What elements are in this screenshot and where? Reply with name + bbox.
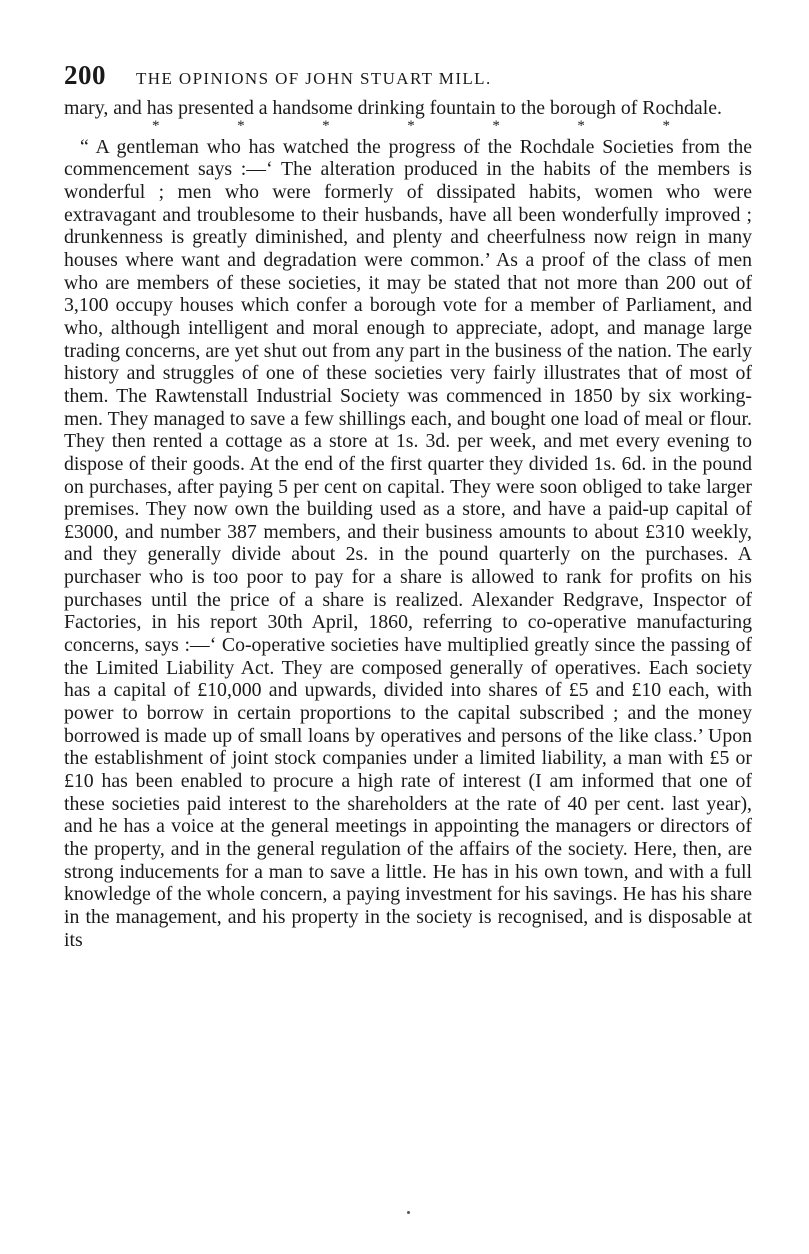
continued-paragraph: mary, and has presented a handsome drinking fountain to the borough of Rochdale.: [64, 97, 722, 119]
paragraph: “ A gentleman who has watched the progress of the Rochdale Societies from the commencement says :—‘ The alteration produced in the habits of the members is wonderful ; men who were formerly of dissipated habits, women who were extravagant and troublesome to their husbands, have all been wonderfully improved ; drunkenness is greatly diminished, and plenty and cheerfulness now reign in many houses where want and degradation were common.’ As a proof of the class of men who are members of these societies, it may be stated that not more than 200 out of 3,100 occupy houses which confer a borough vote for a member of Parliament, and who, although intelligent and moral enough to appreciate, adopt, and manage large trading concerns, are yet shut out from any part in the business of the nation. The early history and struggles of one of these societies very fairly illustrates that of most of them. The Rawtenstall Industrial Society was commenced in 1850 by six working-men. They managed to save a few shillings each, and bought one load of meal or flour. They then rented a cottage as a store at 1s. 3d. per week, and met every evening to dispose of their goods. At the end of the first quarter they divided 1s. 6d. in the pound on purchases, after paying 5 per cent on capital. They were soon obliged to take larger premises. They now own the building used as a store, and have a paid-up capital of £3000, and number 387 members, and their business amounts to about £310 weekly, and they generally divide about 2s. in the pound quarterly on the purchases. A purchaser who is too poor to pay for a share is allowed to rank for profits on his purchases until the price of a share is realized. Alexander Redgrave, Inspector of Factories, in his report 30th April, 1860, referring to co-operative manufacturing concerns, says :—‘ Co-operative societies have multiplied greatly since the passing of the Limited Liability Act. They are composed generally of operatives. Each society has a capital of £10,000 and upwards, divided into shares of £5 and £10 each, with power to borrow in certain proportions to the capital subscribed ; and the money borrowed is made up of small loans by operatives and persons of the like class.’ Upon the establishment of joint stock companies under a limited liability, a man with £5 or £10 has been enabled to procure a high rate of interest (I am informed that one of these societies paid interest to the shareholders at the rate of 40 per cent. last year), and he has a voice at the general meetings in appointing the managers or directors of the property, and in the general regulation of the affairs of the society. Here, then, are strong inducements for a man to save a little. He has in his own town, and with a full knowledge of the whole concern, a paying investment for his savings. He has his share in the management, and his property in the society is recognised, and is disposable at its: [64, 135, 752, 951]
running-title: THE OPINIONS OF JOHN STUART MILL.: [136, 69, 492, 88]
page-header: [64, 60, 752, 94]
asterisk: *: [237, 117, 245, 134]
asterisk: *: [322, 117, 330, 134]
print-mark: [407, 1211, 410, 1214]
asterisk: *: [152, 117, 160, 134]
asterisk: *: [577, 117, 585, 134]
asterisk: *: [407, 117, 415, 134]
body-text: [64, 97, 752, 951]
asterisk: *: [492, 117, 500, 134]
asterisk: *: [662, 117, 670, 134]
section-break: [64, 117, 752, 136]
page: [64, 60, 752, 951]
page-number: 200: [64, 60, 106, 90]
